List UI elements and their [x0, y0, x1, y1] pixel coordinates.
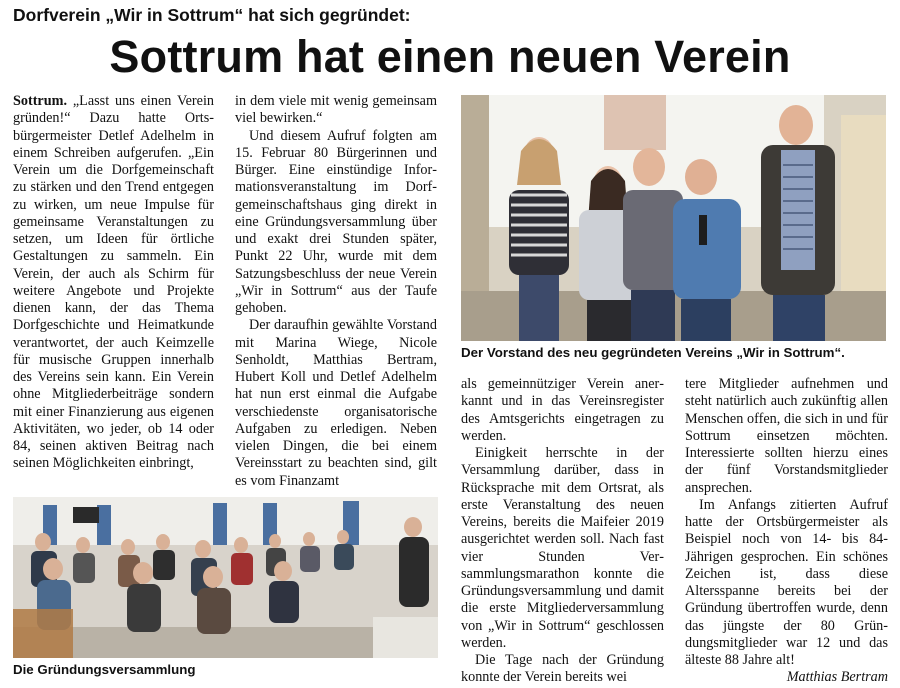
article-paragraph: Und diesem Aufruf folgten am 15. Februar 80 Bürgerinnen und Bürger. Eine einstündige Informationsveranstaltung im Dorfgemeinschaftshaus ging direkt in eine Gründungsversammlung über und exakt drei Stunden später, Punkt 22 Uhr, wurde mit dem Satzungsbeschluss der neue Verein „Wir in Sottrum“ aus der Taufe gehoben.	[235, 127, 437, 316]
article-author: Matthias Bertram	[786, 669, 888, 686]
board-photo-image	[461, 95, 886, 341]
article-paragraph-text: „Lasst uns einen Verein gründen!“ Dazu hatte Ortsbürgermeister Detlef Adelhelm in einem Schreiben aufgerufen. „Ein Verein um die Dorfgemeinschaft zu stärken und den Trend entgegen zu wirken, um neue Impulse für gemeinsame Veranstaltungen zu setzen, um Ideen für örtliche Gestaltungen zu sammeln. Ein Verein, der auch als Schirm für weitere Angebote und Projekte dienen kann, der das Thema Dorfgeschichte und Heimatkunde verantwortet, der auch Keimzelle für musische Gruppen innerhalb des Vereins sein kann. Ein Verein ohne Mitgliederbeiträge sondern mit einer Finanzierung aus eigenen Aktivitäten, wo jeder, ob 14 oder 84, seinen aktiven Beitrag nach seinen Möglichkeiten einbringt,	[13, 93, 214, 472]
meeting-photo-caption: Die Gründungsversammlung	[13, 662, 196, 677]
article-column-4	[685, 376, 888, 687]
meeting-photo-image	[13, 497, 438, 658]
article-kicker: Dorfverein „Wir in Sottrum“ hat sich gegründet:	[13, 5, 411, 25]
article-column-3	[461, 376, 664, 687]
article-paragraph: Einigkeit herrschte in der Versammlung darüber, dass in Rücksprache mit dem Ortsrat, als erste Veranstaltung des neuen Vereins, bereits die Maifeier 2019 ausgerichtet werden soll. Nach fast vier Stunden Versammlungsmarathon konnte die Gründungsversammlung und damit die erste Mitgliederversammlung von „Wir in Sottrum“ geschlossen werden.	[461, 445, 664, 651]
article-paragraph: Der daraufhin gewählte Vorstand mit Marina Wiege, Nicole Senholdt, Matthias Bertram, Hubert Koll und Detlef Adelhelm hat nun erst einmal die Aufgabe verschiedenste organisatorische Aufgaben zu erledigen. Neben vielen Dingen, die bei einem Vereinsstart zu beachten sind, gilt es vom Finanzamt	[235, 317, 437, 489]
meeting-photo	[13, 497, 438, 658]
article-paragraph	[13, 93, 214, 473]
article-paragraph: als gemeinnütziger Verein anerkannt und in das Vereinsregister des Amtsgerichts eingetragen zu werden.	[461, 376, 664, 444]
board-photo-caption: Der Vorstand des neu gegründeten Vereins „Wir in Sottrum“.	[461, 345, 845, 360]
article-headline: Sottrum hat einen neuen Verein	[109, 31, 791, 82]
board-photo	[461, 95, 886, 341]
article-column-2	[235, 93, 437, 490]
article-column-1	[13, 93, 214, 473]
article-dateline: Sottrum.	[13, 93, 67, 109]
article-paragraph: in dem viele mit wenig gemeinsam viel bewirken.“	[235, 93, 437, 127]
article-paragraph: Die Tage nach der Gründung konnte der Verein bereits wei	[461, 652, 664, 686]
article-paragraph: tere Mitglieder aufnehmen und steht natürlich auch zukünftig allen Menschen offen, die sich in und für Sottrum einsetzen möchten. Interessierte sollten hierzu eines der fünf Vorstandsmitglieder ansprechen.	[685, 376, 888, 496]
article-paragraph: Im Anfangs zitierten Aufruf hatte der Ortsbürgermeister als Beispiel noch von 14- bis 84-Jährigen gesprochen. Ein schönes Zeichen ist, dass diese Altersspanne bereits bei der Gründung übertroffen wurde, denn das jüngste der 80 Gründungsmitglieder war 12 und das älteste 88 Jahre alt!	[685, 496, 888, 668]
